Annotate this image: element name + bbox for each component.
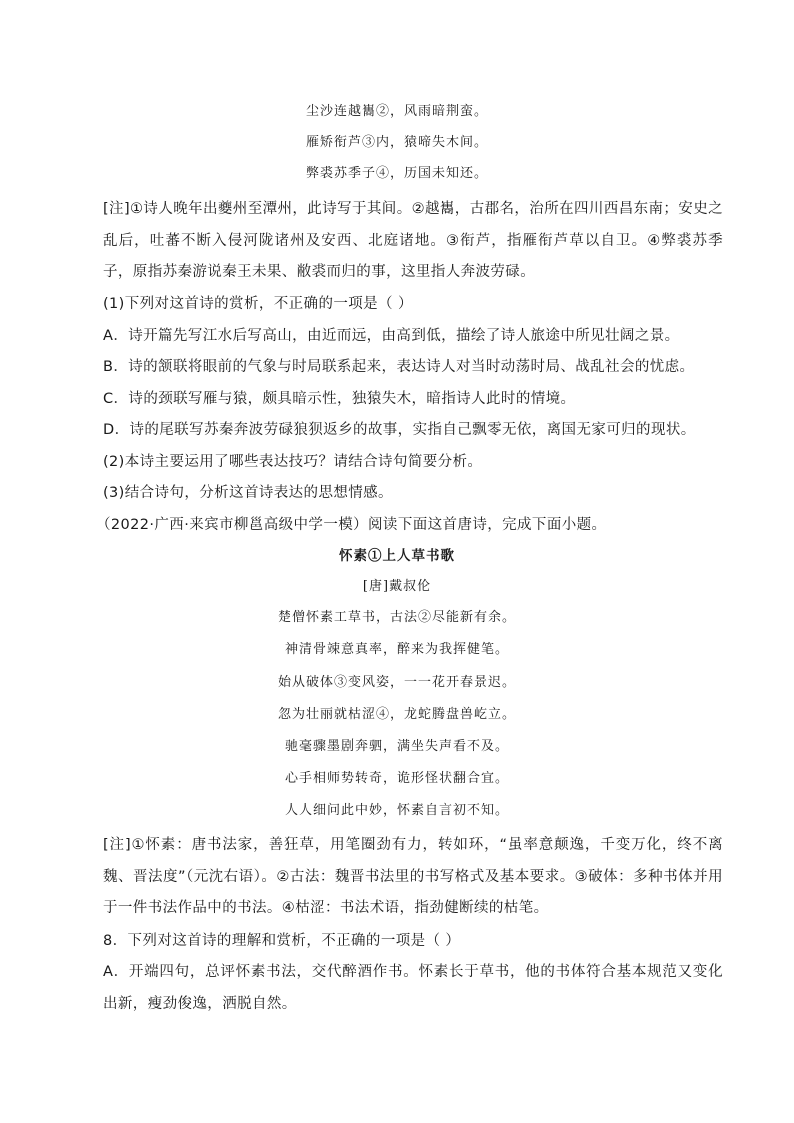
poem2-title: 怀素①上人草书歌 (339, 548, 455, 564)
poem2-line-5: 驰毫骤墨剧奔驷，满坐失声看不及。 (284, 739, 509, 754)
poem1-notes: [注]①诗人晚年出夔州至潭州，此诗写于其间。②越巂，古郡名，治所在四川西昌东南；安史之乱后，吐蕃不断入侵河陇诸州及安西、北庭诸地。③衔芦，指雁衔芦草以自卫。④弊裘苏季子，原指苏秦游说秦王未果、敝裘而归的事，这里指人奔波劳碌。 (103, 201, 724, 280)
question-2: (2)本诗主要运用了哪些表达技巧？请结合诗句简要分析。 (103, 454, 483, 470)
poem1-line-1: 尘沙连越巂②，风雨暗荆蛮。 (305, 104, 488, 119)
question-1-option-d: D．诗的尾联写苏秦奔波劳碌狼狈返乡的故事，实指自己飘零无依，离国无家可归的现状。 (103, 422, 696, 438)
question-1-stem: (1)下列对这首诗的赏析，不正确的一项是（ ） (103, 296, 413, 312)
question-1-option-a: A．诗开篇先写江水后写高山，由近而远，由高到低，描绘了诗人旅途中所见壮阔之景。 (103, 328, 680, 344)
poem2-line-7: 人人细问此中妙，怀素自言初不知。 (284, 803, 509, 818)
question-8-option-a: A．开端四句，总评怀素书法，交代醉酒作书。怀素长于草书，他的书体符合基本规范又变化出新，瘦劲俊逸，洒脱自然。 (103, 964, 723, 1012)
poem2-notes: [注]①怀素：唐书法家，善狂草，用笔圈劲有力，转如环，“虽率意颠逸，千变万化，终不离魏、晋法度”（元沈右语）。②古法：魏晋书法里的书写格式及基本要求。③破体：多种书体并用于一件书法作品中的书法。④枯涩：书法术语，指劲健断续的枯笔。 (103, 837, 723, 916)
poem2-author: [唐]戴叔伦 (362, 579, 432, 594)
poem1-line-3: 弊裘苏季子④，历国未知还。 (305, 166, 488, 181)
poem2-line-1: 楚僧怀素工草书，古法②尽能新有余。 (277, 610, 516, 625)
poem2-line-2: 神清骨竦意真率，醉来为我挥健笔。 (284, 642, 509, 657)
poem2-line-4: 忽为壮丽就枯涩④，龙蛇腾盘兽屹立。 (277, 707, 516, 722)
poem1-line-2: 雁矫衔芦③内，猿啼失木间。 (305, 135, 488, 150)
reading-intro: （2022·广西·来宾市柳邕高级中学一模）阅读下面这首唐诗，完成下面小题。 (96, 517, 607, 533)
question-8-stem: 8．下列对这首诗的理解和赏析，不正确的一项是（ ） (103, 933, 461, 949)
question-1-option-b: B．诗的颔联将眼前的气象与时局联系起来，表达诗人对当时动荡时局、战乱社会的忧虑。 (103, 359, 695, 375)
poem2-line-6: 心手相师势转奇，诡形怪状翻合宜。 (284, 771, 509, 786)
question-1-option-c: C．诗的颈联写雁与猿，颇具暗示性，独猿失木，暗指诗人此时的情境。 (103, 391, 576, 407)
poem2-line-3: 始从破体③变风姿，一一花开春景迟。 (277, 675, 516, 690)
question-3: (3)结合诗句，分析这首诗表达的思想情感。 (103, 485, 393, 501)
